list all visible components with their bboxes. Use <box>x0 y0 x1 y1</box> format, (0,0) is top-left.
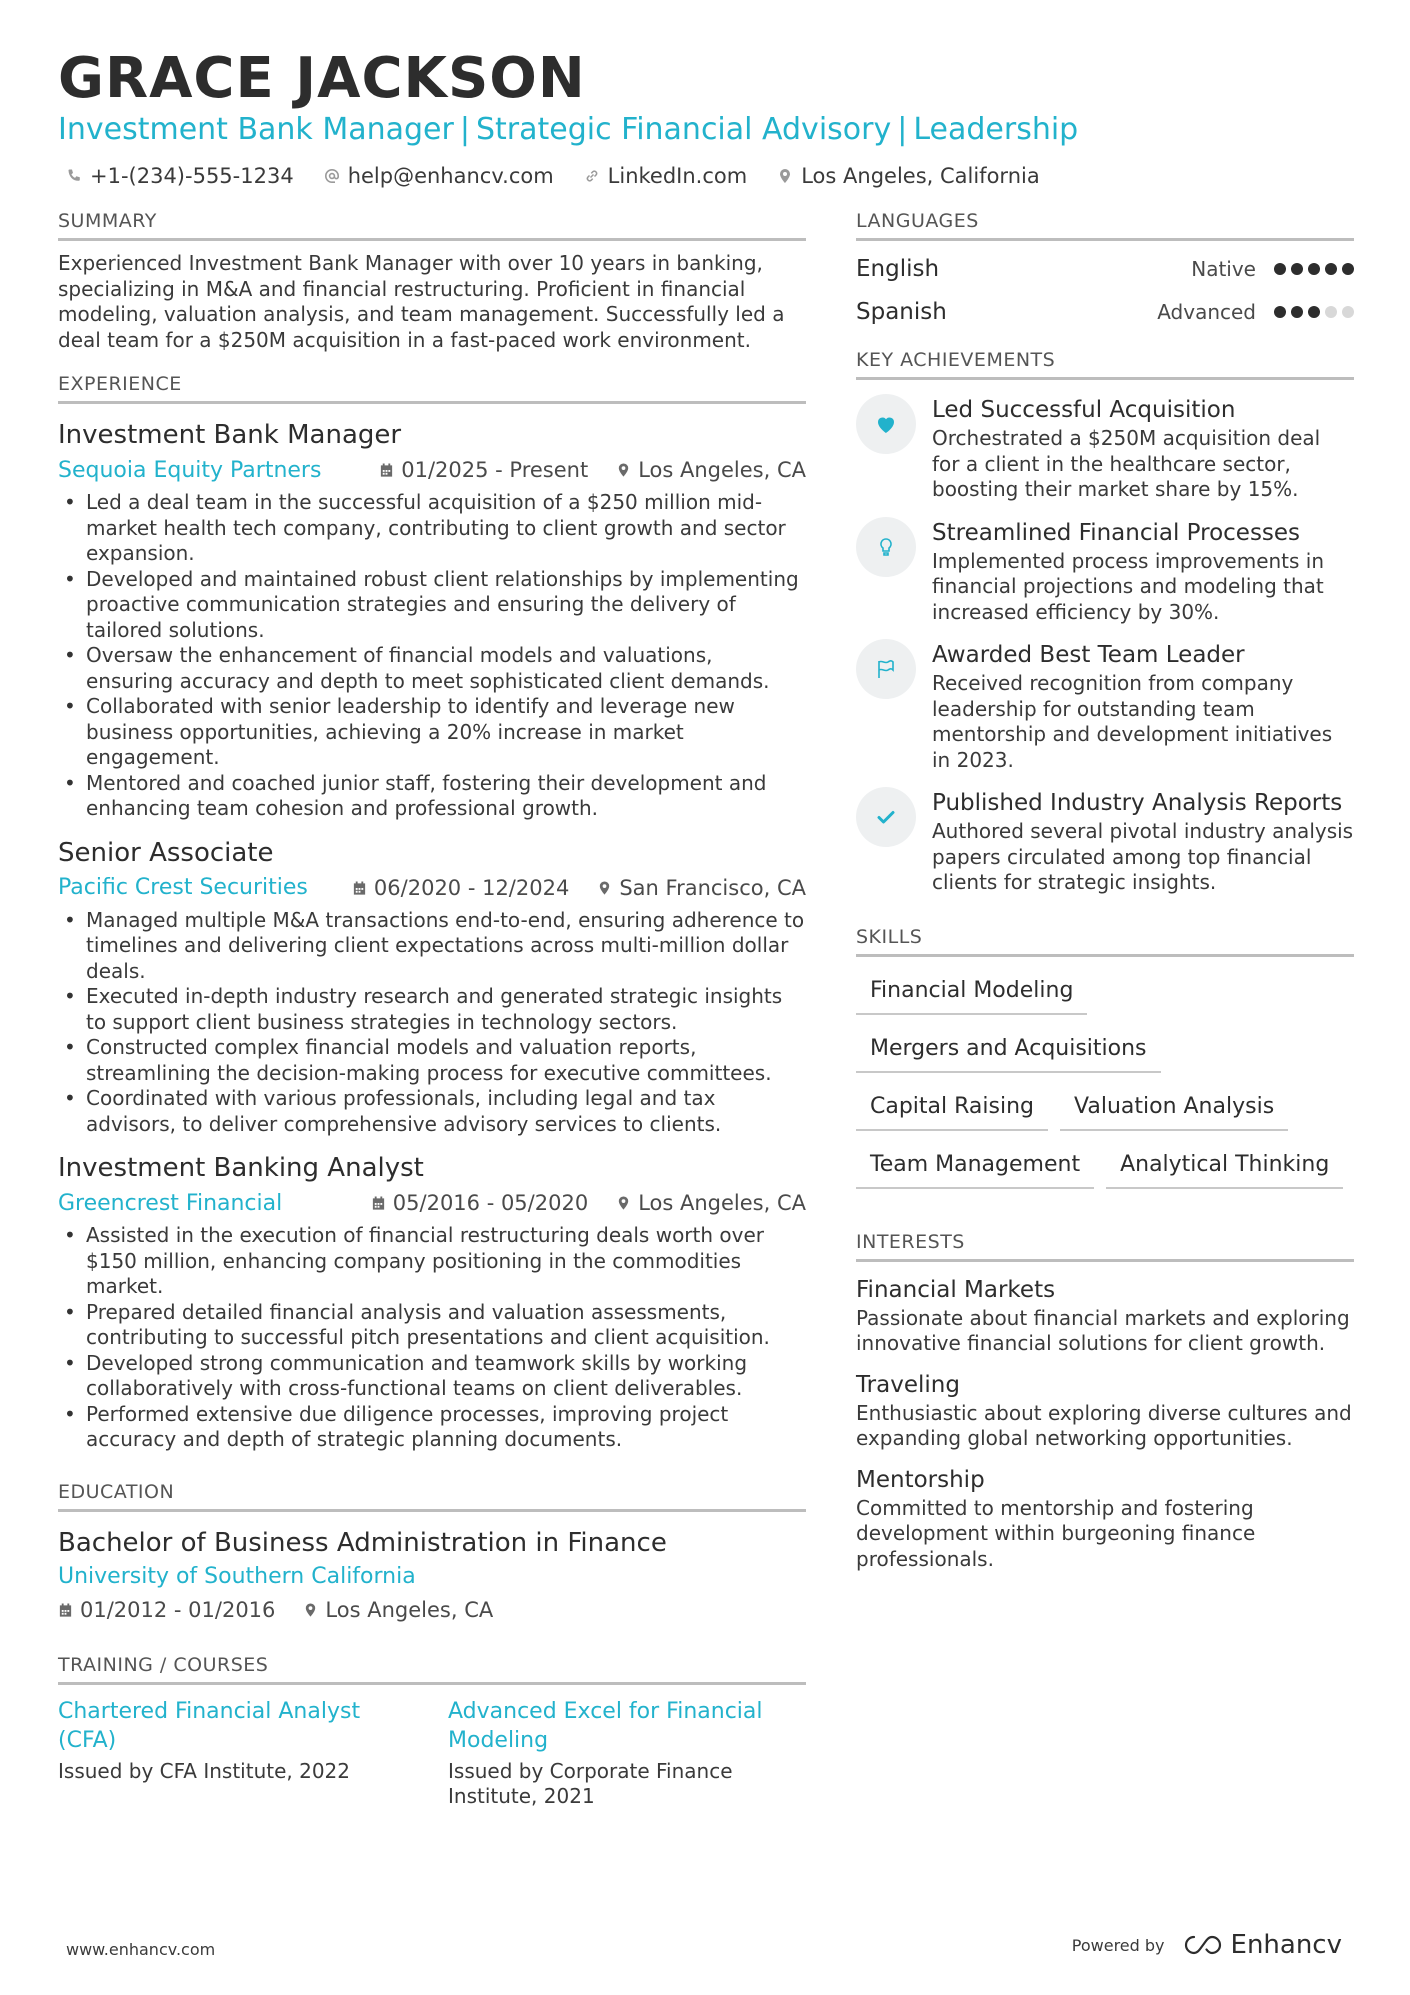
education-location <box>303 1598 493 1622</box>
headline <box>58 110 1078 150</box>
job-location <box>616 458 806 482</box>
dot-filled <box>1308 306 1320 318</box>
location-text: Los Angeles, CA <box>325 1597 494 1622</box>
achievement-item <box>856 639 1354 773</box>
location-text: Los Angeles, CA <box>638 1191 806 1215</box>
skill-tag: Mergers and Acquisitions <box>856 1029 1161 1073</box>
language-level: Advanced <box>1157 299 1256 324</box>
calendar-icon <box>379 462 394 478</box>
bullet-item: • Led a deal team in the successful acquisition of a $250 million mid-market health tech company, contributing to client growth and sector expansion. <box>58 490 806 567</box>
language-item <box>856 247 1354 290</box>
language-level: Native <box>1191 256 1256 281</box>
company-name: Greencrest Financial <box>58 1190 283 1216</box>
checkmark-icon <box>856 787 916 847</box>
interest-desc: Enthusiastic about exploring diverse cultures and expanding global networking opportunities. <box>856 1400 1352 1450</box>
calendar-icon <box>371 1195 386 1211</box>
location-pin-icon <box>597 880 612 896</box>
interest-item <box>856 1369 1354 1452</box>
achievement-title: Published Industry Analysis Reports <box>932 790 1343 816</box>
achievements-section <box>856 347 1354 896</box>
date-text: 01/2025 - Present <box>401 458 589 482</box>
job-location <box>597 876 806 900</box>
achievement-desc: Orchestrated a $250M acquisition deal for a client in the healthcare sector, boosting their market share by 15%. <box>932 426 1321 501</box>
location-text: San Francisco, CA <box>619 875 806 900</box>
language-item <box>856 290 1354 333</box>
job-title: Investment Bank Manager <box>58 420 402 450</box>
dot-filled <box>1291 263 1303 275</box>
contact-bar <box>66 160 1040 192</box>
enhancv-logo-icon <box>1183 1934 1223 1956</box>
language-list <box>856 247 1354 333</box>
achievement-title: Streamlined Financial Processes <box>932 519 1301 546</box>
footer-branding <box>1072 1930 1342 1960</box>
achievement-desc: Received recognition from company leadership for outstanding team mentorship and development initiatives in 2023. <box>932 671 1333 772</box>
company-name: Pacific Crest Securities <box>58 875 308 900</box>
job-meta <box>58 452 806 488</box>
skill-tag: Valuation Analysis <box>1060 1087 1288 1131</box>
interest-title: Mentorship <box>856 1466 985 1493</box>
job-dates <box>352 876 569 900</box>
brand-name: Enhancv <box>1230 1930 1342 1960</box>
brand-logo[interactable] <box>1183 1930 1342 1960</box>
course-title: Advanced Excel for Financial Modeling <box>448 1698 763 1753</box>
dot-filled <box>1308 263 1320 275</box>
bullet-item: • Managed multiple M&A transactions end-to-end, ensuring adherence to timelines and delivering client expectations across multi-million dollar deals. <box>58 908 806 985</box>
date-text: 06/2020 - 12/2024 <box>373 875 570 900</box>
job-entry <box>58 418 806 822</box>
job-entry <box>58 836 806 1138</box>
location-pin-icon <box>777 168 793 184</box>
education-section <box>58 1479 806 1626</box>
job-meta <box>58 1185 806 1221</box>
school-name: University of Southern California <box>58 1563 416 1589</box>
skill-tag: Financial Modeling <box>856 971 1087 1015</box>
calendar-icon <box>58 1602 73 1618</box>
course-item <box>58 1697 414 1810</box>
company-name: Sequoia Equity Partners <box>58 457 322 483</box>
job-bullets <box>58 1223 806 1453</box>
skill-tag: Analytical Thinking <box>1106 1145 1343 1189</box>
education-meta <box>58 1594 806 1626</box>
dot-filled <box>1325 263 1337 275</box>
headline-part: Investment Bank Manager <box>58 112 454 147</box>
proficiency-dots <box>1274 306 1354 318</box>
education-dates <box>58 1598 275 1622</box>
location-text: Los Angeles, California <box>801 164 1040 188</box>
interest-title: Traveling <box>856 1371 960 1398</box>
dot-empty <box>1342 306 1354 318</box>
interests-section <box>856 1229 1354 1573</box>
achievement-item <box>856 787 1354 896</box>
skill-tag: Capital Raising <box>856 1087 1048 1131</box>
section-title: KEY ACHIEVEMENTS <box>856 347 1354 380</box>
interest-desc: Committed to mentorship and fostering development within burgeoning finance professionals. <box>856 1495 1256 1571</box>
achievement-desc: Implemented process improvements in financial projections and modeling that increased efficiency by 30%. <box>932 548 1325 624</box>
job-location <box>616 1191 806 1215</box>
phone-icon <box>66 168 82 184</box>
bullet-item: • Collaborated with senior leadership to identify and leverage new business opportunities, achieving a 20% increase in market engagement. <box>58 694 806 771</box>
dot-filled <box>1291 306 1303 318</box>
bullet-item: • Oversaw the enhancement of financial models and valuations, ensuring accuracy and depth to meet sophisticated client demands. <box>58 643 806 694</box>
dot-filled <box>1274 306 1286 318</box>
contact-location <box>777 160 1040 192</box>
contact-phone[interactable] <box>66 160 294 192</box>
bullet-item: • Executed in-depth industry research and generated strategic insights to support client business strategies in technology sectors. <box>58 984 806 1035</box>
achievement-desc: Authored several pivotal industry analysis papers circulated among top financial clients for strategic insights. <box>932 819 1354 894</box>
right-column <box>856 208 1354 1572</box>
section-title: SUMMARY <box>58 208 806 241</box>
candidate-name: GRACE JACKSON <box>58 46 586 111</box>
job-bullets <box>58 490 806 822</box>
section-title: EDUCATION <box>58 1479 806 1512</box>
bullet-item: • Assisted in the execution of financial restructuring deals worth over $150 million, enhancing company positioning in the commodities market. <box>58 1223 806 1300</box>
heart-icon <box>856 394 916 454</box>
location-pin-icon <box>616 462 631 478</box>
job-bullets <box>58 908 806 1138</box>
section-title: SKILLS <box>856 924 1354 957</box>
location-pin-icon <box>616 1195 631 1211</box>
section-title: LANGUAGES <box>856 208 1354 241</box>
achievement-item <box>856 517 1354 626</box>
linkedin-text: LinkedIn.com <box>607 164 748 188</box>
headline-part: Leadership <box>913 112 1079 147</box>
bullet-item: • Developed and maintained robust client relationships by implementing proactive communication strategies and ensuring the delivery of tailored solutions. <box>58 567 806 644</box>
bullet-item: • Mentored and coached junior staff, fostering their development and enhancing team cohesion and professional growth. <box>58 771 806 822</box>
location-text: Los Angeles, CA <box>638 458 806 482</box>
headline-part: Strategic Financial Advisory <box>475 112 892 147</box>
skills-section <box>856 924 1354 1189</box>
job-dates <box>371 1191 588 1215</box>
interest-title: Financial Markets <box>856 1276 1056 1303</box>
job-meta <box>58 870 806 906</box>
lightbulb-icon <box>856 517 916 577</box>
language-name: Spanish <box>856 298 947 325</box>
powered-by-text: Powered by <box>1071 1935 1165 1955</box>
skill-list <box>856 971 1354 1189</box>
headline-separator: | <box>459 112 470 147</box>
bullet-item: • Performed extensive due diligence processes, improving project accuracy and depth of strategic planning documents. <box>58 1402 806 1453</box>
proficiency-dots <box>1274 263 1354 275</box>
bullet-item: • Prepared detailed financial analysis and valuation assessments, contributing to successful pitch presentations and client acquisition. <box>58 1300 806 1351</box>
bullet-item: • Coordinated with various professionals, including legal and tax advisors, to deliver comprehensive advisory services to clients. <box>58 1086 806 1137</box>
course-issuer: Issued by CFA Institute, 2022 <box>58 1758 351 1783</box>
footer-website[interactable]: www.enhancv.com <box>66 1940 216 1959</box>
link-icon <box>584 168 600 184</box>
section-title: EXPERIENCE <box>58 371 806 404</box>
flag-icon <box>856 639 916 699</box>
achievement-title: Awarded Best Team Leader <box>932 642 1245 668</box>
summary-text: Experienced Investment Bank Manager with over 10 years in banking, specializing in M&A and financial restructuring. Proficient in financial modeling, valuation analysis, and team management. Successfully led a deal team for a $250M acquisition in a fast-paced work environment. <box>58 251 785 352</box>
achievement-title: Led Successful Acquisition <box>932 397 1236 423</box>
calendar-icon <box>352 880 367 896</box>
achievement-item <box>856 394 1354 503</box>
course-item <box>448 1697 804 1810</box>
date-text: 01/2012 - 01/2016 <box>80 1597 276 1622</box>
training-section <box>58 1652 806 1810</box>
skill-tag: Team Management <box>856 1145 1094 1189</box>
email-text: help@enhancv.com <box>347 164 554 188</box>
bullet-item: • Constructed complex financial models and valuation reports, streamlining the decision-making process for executive committees. <box>58 1035 806 1086</box>
dot-filled <box>1342 263 1354 275</box>
left-column <box>58 208 806 1810</box>
bullet-item: • Developed strong communication and teamwork skills by working collaboratively with cross-functional teams on client deliverables. <box>58 1351 806 1402</box>
section-title: INTERESTS <box>856 1229 1354 1262</box>
contact-linkedin[interactable] <box>584 160 748 192</box>
job-entry <box>58 1151 806 1453</box>
location-pin-icon <box>303 1602 318 1618</box>
headline-separator: | <box>897 112 908 147</box>
degree-title: Bachelor of Business Administration in Finance <box>58 1527 667 1558</box>
phone-text: +1-(234)-555-1234 <box>90 164 294 188</box>
languages-section <box>856 208 1354 333</box>
interest-desc: Passionate about financial markets and exploring innovative financial solutions for client growth. <box>856 1305 1350 1355</box>
dot-empty <box>1325 306 1337 318</box>
job-dates <box>379 458 588 482</box>
date-text: 05/2016 - 05/2020 <box>392 1191 589 1215</box>
course-issuer: Issued by Corporate Finance Institute, 2021 <box>448 1758 733 1808</box>
interest-item <box>856 1464 1354 1573</box>
job-title: Senior Associate <box>58 837 274 868</box>
language-name: English <box>856 255 940 282</box>
course-title: Chartered Financial Analyst (CFA) <box>58 1698 361 1753</box>
interest-item <box>856 1274 1354 1357</box>
job-title: Investment Banking Analyst <box>58 1153 424 1183</box>
contact-email[interactable] <box>324 160 554 192</box>
section-title: TRAINING / COURSES <box>58 1652 806 1685</box>
at-icon <box>324 168 340 184</box>
dot-filled <box>1274 263 1286 275</box>
course-list <box>58 1697 806 1810</box>
experience-section <box>58 371 806 1453</box>
summary-section <box>58 208 806 353</box>
